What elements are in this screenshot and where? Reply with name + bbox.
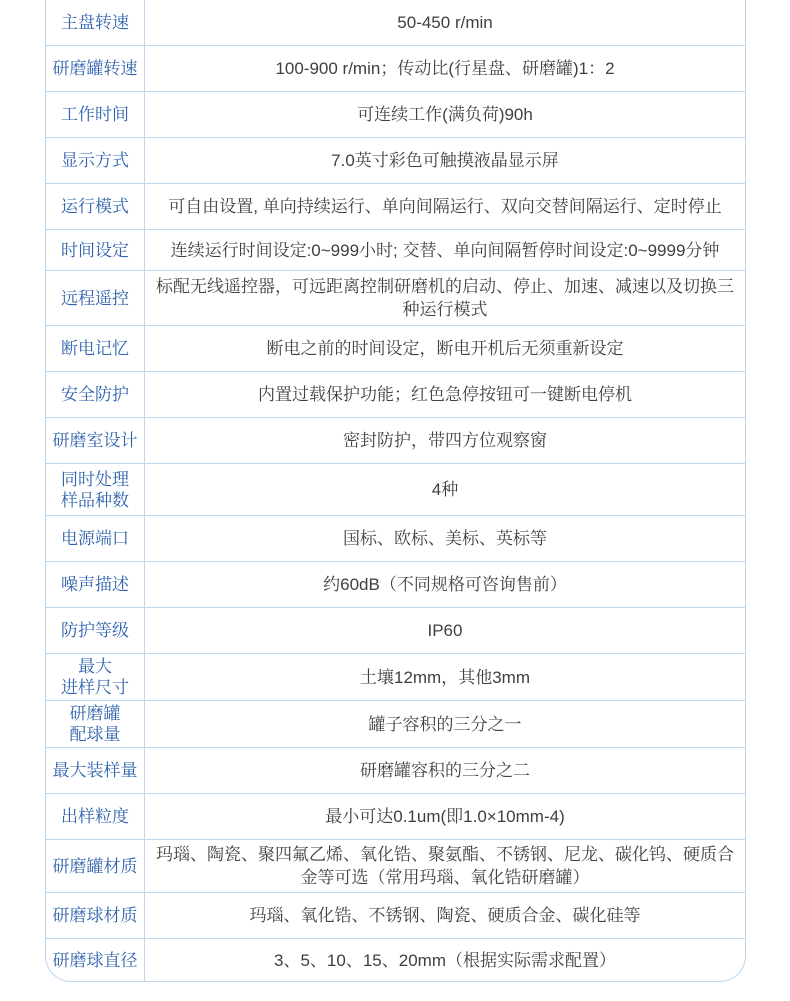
spec-value: 连续运行时间设定:0~999小时; 交替、单向间隔暂停时间设定:0~9999分钟 <box>170 240 720 260</box>
spec-label-text: 噪声描述 <box>61 575 129 594</box>
spec-value: IP60 <box>427 621 463 640</box>
spec-label-text: 主盘转速 <box>61 13 129 32</box>
spec-row-remote-control <box>46 271 745 326</box>
spec-value: 约60dB（不同规格可咨询售前） <box>323 575 567 594</box>
spec-row-power-off-memory <box>46 326 745 372</box>
spec-label-text: 运行模式 <box>61 197 129 216</box>
spec-row-sample-count <box>46 464 745 516</box>
spec-label-text: 研磨罐材质 <box>52 856 138 876</box>
spec-value: 50-450 r/min <box>397 13 493 32</box>
spec-row-noise <box>46 562 745 608</box>
spec-row-protection-rating <box>46 608 745 654</box>
spec-label-text: 最大 <box>78 657 112 676</box>
spec-row-ball-load <box>46 701 745 748</box>
spec-label-text: 研磨室设计 <box>52 431 138 450</box>
spec-label-text: 同时处理 <box>61 469 129 489</box>
spec-row-chamber-design <box>46 418 745 464</box>
spec-value: 最小可达0.1um(即1.0×10mm-4) <box>325 807 565 826</box>
spec-label <box>46 184 145 229</box>
spec-label-text: 时间设定 <box>61 240 129 260</box>
spec-label-text: 断电记忆 <box>61 339 129 358</box>
spec-label-text: 配球量 <box>69 725 121 744</box>
spec-label-text: 研磨罐 <box>69 704 121 723</box>
spec-label <box>46 418 145 463</box>
spec-value: 可自由设置, 单向持续运行、单向间隔运行、双向交替间隔运行、定时停止 <box>168 197 722 216</box>
spec-label-text: 电源端口 <box>61 529 129 548</box>
spec-value: 3、5、10、15、20mm（根据实际需求配置） <box>274 950 616 970</box>
spec-label <box>46 893 145 938</box>
spec-table <box>45 0 746 982</box>
spec-row-jar-speed <box>46 46 745 92</box>
spec-label-text: 出样粒度 <box>61 807 129 826</box>
spec-label-text: 安全防护 <box>61 385 129 404</box>
spec-label <box>46 939 145 981</box>
spec-label <box>46 794 145 839</box>
spec-label <box>46 271 145 325</box>
spec-label-text: 防护等级 <box>61 621 129 640</box>
spec-label-text: 最大装样量 <box>52 761 138 780</box>
spec-value: 玛瑙、陶瓷、聚四氟乙烯、氧化锆、聚氨酯、不锈钢、尼龙、碳化钨、硬质合金等可选（常用玛瑙、氧化锆研磨罐） <box>156 845 734 887</box>
spec-label-text: 进样尺寸 <box>61 678 129 697</box>
spec-label-text: 样品种数 <box>61 490 129 510</box>
spec-label-text: 研磨球直径 <box>52 950 138 970</box>
spec-row-working-time <box>46 92 745 138</box>
spec-row-safety <box>46 372 745 418</box>
spec-label-text: 研磨球材质 <box>52 906 138 925</box>
spec-label <box>46 562 145 607</box>
spec-label <box>46 840 145 892</box>
spec-value: 4种 <box>431 480 459 499</box>
spec-row-display <box>46 138 745 184</box>
spec-label <box>46 516 145 561</box>
spec-label-text: 工作时间 <box>61 105 129 124</box>
spec-label <box>46 608 145 653</box>
spec-row-ball-material <box>46 893 745 939</box>
spec-value: 国标、欧标、美标、英标等 <box>343 529 547 548</box>
spec-row-main-disk-speed <box>46 0 745 46</box>
spec-value: 密封防护，带四方位观察窗 <box>343 431 547 450</box>
spec-value: 玛瑙、氧化锆、不锈钢、陶瓷、硬质合金、碳化硅等 <box>249 906 641 925</box>
spec-label <box>46 326 145 371</box>
spec-label <box>46 138 145 183</box>
spec-label <box>46 230 145 270</box>
spec-row-max-feed-size <box>46 654 745 701</box>
spec-row-output-granularity <box>46 794 745 840</box>
spec-value: 7.0英寸彩色可触摸液晶显示屏 <box>331 151 559 170</box>
spec-row-run-mode <box>46 184 745 230</box>
spec-label-text: 远程遥控 <box>61 288 129 308</box>
spec-row-max-sample-load <box>46 748 745 794</box>
spec-label-text: 研磨罐转速 <box>52 59 138 78</box>
spec-label <box>46 654 145 700</box>
spec-label <box>46 0 145 45</box>
spec-value: 研磨罐容积的三分之二 <box>360 761 530 780</box>
spec-label <box>46 701 145 747</box>
spec-label <box>46 46 145 91</box>
spec-label-text: 显示方式 <box>61 151 129 170</box>
spec-label <box>46 464 145 515</box>
spec-row-ball-diameter <box>46 939 745 981</box>
spec-label <box>46 748 145 793</box>
spec-value: 土壤12mm，其他3mm <box>359 667 530 687</box>
spec-value: 罐子容积的三分之一 <box>368 714 522 734</box>
spec-value: 100-900 r/min；传动比(行星盘、研磨罐)1：2 <box>275 59 615 78</box>
spec-row-power-port <box>46 516 745 562</box>
spec-value: 标配无线遥控器，可远距离控制研磨机的启动、停止、加速、减速以及切换三种运行模式 <box>156 277 734 319</box>
spec-row-jar-material <box>46 840 745 893</box>
spec-value: 断电之前的时间设定，断电开机后无须重新设定 <box>266 339 624 358</box>
spec-label <box>46 372 145 417</box>
spec-row-time-setting <box>46 230 745 271</box>
spec-value: 可连续工作(满负荷)90h <box>357 105 533 124</box>
spec-label <box>46 92 145 137</box>
spec-value: 内置过载保护功能；红色急停按钮可一键断电停机 <box>258 385 632 404</box>
